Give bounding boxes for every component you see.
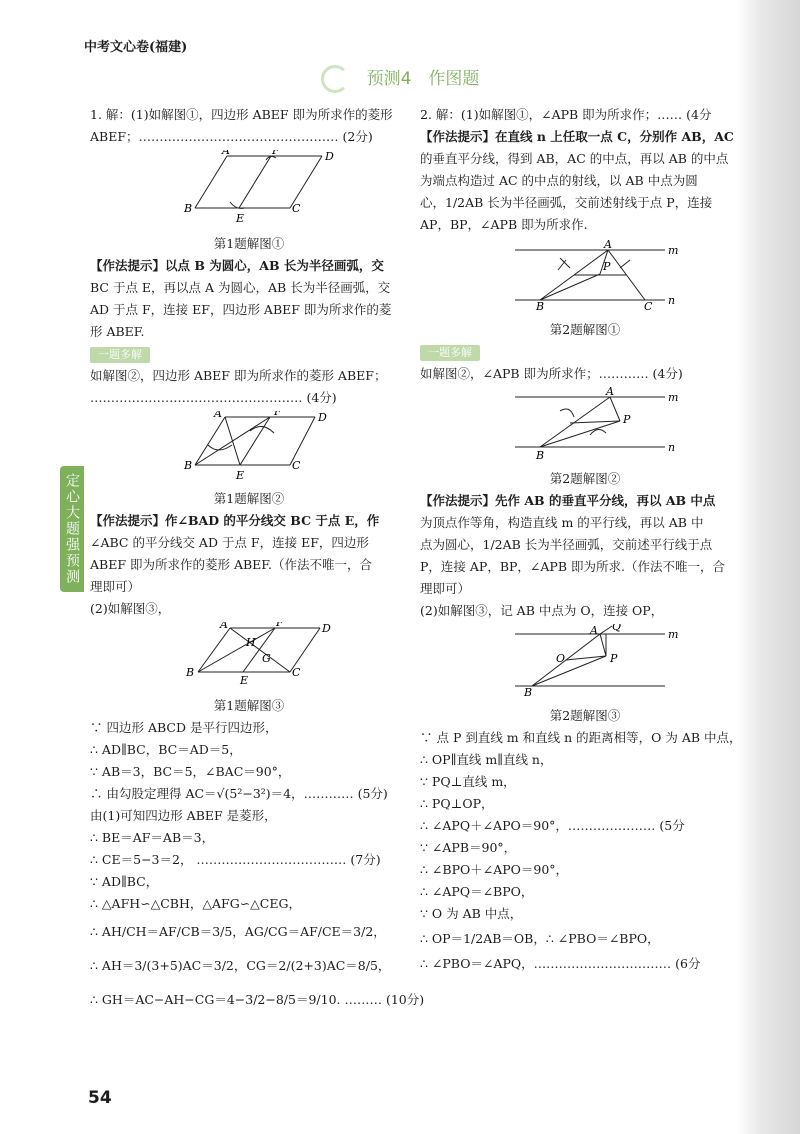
svg-text:m: m [668,391,679,404]
svg-text:P: P [623,413,631,426]
svg-text:n: n [668,441,676,454]
text-line: 如解图②，四边形 ABEF 即为所求作的菱形 ABEF； [90,368,387,383]
svg-text:F: F [276,622,284,629]
multi-solution-badge: 一题多解 [420,345,480,361]
svg-text:D: D [325,150,334,163]
text-line: P，连接 AP，BP，∠APB 即为所求.（作法不唯一，合 [420,559,725,574]
proof-line: ∵ AD∥BC， [90,874,159,889]
svg-text:B: B [524,686,533,698]
text-line: ABEF；………………………………………… (2分) [90,129,373,144]
proof-line: ∴ AH＝3/(3+5)AC＝3/2，CG＝2/(2+3)AC＝8/5， [90,958,391,973]
svg-text:P: P [610,652,618,665]
text-line: 为端点构造过 AC 的中点的射线，以 AB 中点为圆 [420,173,698,188]
text-line: 形 ABEF. [90,324,145,339]
figure-caption: 第1题解图③ [213,698,285,713]
svg-text:E: E [240,674,249,687]
proof-line: ∴ 由勾股定理得 AC＝√(5²−3²)＝4，………… (5分) [90,786,388,801]
proof-line: ∴ ∠BPO＋∠APO＝90°， [420,862,569,877]
side-tab: 定心大题强预测 [60,466,84,592]
svg-text:C: C [292,459,301,472]
figure-caption: 第1题解图① [213,236,285,251]
svg-text:B: B [184,202,193,215]
left-column [90,104,425,1017]
hint-line: 【作法提示】以点 B 为圆心，AB 长为半径画弧，交 [90,258,384,273]
hint-line: 【作法提示】先作 AB 的垂直平分线，再以 AB 中点 [420,493,716,508]
text-line: 2. 解：(1)如解图①，∠APB 即为所求作；…… (4分 [420,107,712,122]
rhombus-diagram-2 [90,411,408,481]
svg-text:B: B [184,459,193,472]
svg-text:B: B [536,300,545,312]
moon-icon [321,65,349,93]
text-line: 如解图②，∠APB 即为所求作；………… (4分) [420,366,683,381]
figure-caption: 第2题解图② [549,471,621,486]
angle-diagram-1 [420,238,750,312]
proof-line: ∴ AD∥BC，BC＝AD＝5， [90,742,242,757]
proof-line: ∴ ∠APQ＝∠BPO， [420,884,534,899]
rhombus-diagram-1 [90,150,408,226]
proof-line: ∴ ∠PBO＝∠APQ，…………………………… (6分 [420,956,701,971]
svg-text:C: C [292,666,301,679]
figure-1-2 [90,411,408,510]
multi-solution-badge: 一题多解 [90,347,150,363]
figure-2-2 [420,387,750,490]
proof-line: ∵ AB＝3，BC＝5，∠BAC＝90°， [90,764,291,779]
proof-line: ∵ O 为 AB 中点， [420,906,523,921]
svg-text:F: F [272,150,280,157]
proof-line: ∵ PQ⊥直线 m， [420,774,516,789]
proof-line: ∴ OP∥直线 m∥直线 n， [420,752,553,767]
proof-line: 由(1)可知四边形 ABEF 是菱形， [90,808,277,823]
section-title-text: 预测4 作图题 [366,69,480,89]
text-line: 为顶点作等角，构造直线 m 的平行线，再以 AB 中 [420,515,704,530]
svg-text:C: C [644,300,653,312]
page-number: 54 [88,1088,112,1108]
proof-line: ∴ △AFH∽△CBH，△AFG∽△CEG， [90,896,301,911]
svg-text:O: O [556,652,566,665]
svg-text:B: B [536,449,545,461]
proof-line: ∴ OP＝1/2AB＝OB，∴ ∠PBO＝∠BPO， [420,931,660,946]
proof-line: ∴ CE＝5−3＝2， ……………………………… (7分) [90,852,381,867]
svg-text:D: D [322,622,331,635]
book-header: 中考文心卷(福建) [84,40,188,55]
proof-line: ∴ ∠APQ＋∠APO＝90°，………………… (5分 [420,818,685,833]
text-line: AD 于点 F，连接 EF，四边形 ABEF 即为所求作的菱 [90,302,392,317]
svg-text:H: H [246,636,256,649]
text-line: 1. 解：(1)如解图①，四边形 ABEF 即为所求作的菱形 [90,107,393,122]
svg-text:A: A [604,238,612,251]
svg-text:A: A [220,622,228,631]
figure-1-1 [90,150,408,255]
svg-text:A: A [222,150,230,157]
figure-1-3 [90,622,408,717]
proof-line: ∵ 点 P 到直线 m 和直线 n 的距离相等，O 为 AB 中点， [420,730,742,745]
angle-diagram-3 [420,624,750,698]
angle-diagram-2 [420,387,750,461]
figure-2-1 [420,238,750,341]
svg-text:E: E [236,212,245,225]
svg-text:G: G [262,652,271,665]
svg-text:B: B [186,666,195,679]
text-line: 心，1/2AB 长为半径画弧，交前述射线于点 P，连接 [420,195,713,210]
proof-line: ∵ 四边形 ABCD 是平行四边形， [90,720,278,735]
text-line: 点为圆心，1/2AB 长为半径画弧，交前述平行线于点 [420,537,713,552]
proof-line: ∵ ∠APB＝90°， [420,840,517,855]
text-line: (2)如解图③， [90,601,171,616]
proof-line: ∴ GH＝AC−AH−CG＝4−3/2−8/5＝9/10. ……… (10分) [90,992,425,1007]
text-line: (2)如解图③，记 AB 中点为 O，连接 OP， [420,603,664,618]
svg-text:D: D [318,411,327,424]
svg-text:A: A [214,411,222,420]
hint-line: 【作法提示】作∠BAD 的平分线交 BC 于点 E，作 [90,513,380,528]
text-line: AP，BP，∠APB 即为所求作. [420,217,588,232]
figure-caption: 第2题解图① [549,322,621,337]
text-line: …………………………………………… (4分) [90,390,337,405]
proof-line: ∴ PQ⊥OP， [420,796,494,811]
svg-text:E: E [236,469,245,481]
figure-caption: 第1题解图② [213,491,285,506]
proof-line: ∴ BE＝AF＝AB＝3， [90,830,215,845]
svg-text:P: P [603,260,611,273]
svg-text:Q: Q [612,624,622,633]
figure-2-3 [420,624,750,727]
section-title [0,64,800,93]
svg-text:m: m [668,628,679,641]
svg-text:C: C [292,202,301,215]
text-line: ∠ABC 的平分线交 AD 于点 F，连接 EF，四边形 [90,535,369,550]
svg-text:n: n [668,294,676,307]
proof-line: ∴ AH/CH＝AF/CB＝3/5，AG/CG＝AF/CE＝3/2， [90,924,386,939]
text-line: 的垂直平分线，得到 AB，AC 的中点，再以 AB 的中点 [420,151,729,166]
svg-text:A: A [590,624,598,637]
svg-text:m: m [668,244,679,257]
hint-line: 【作法提示】在直线 n 上任取一点 C，分别作 AB，AC [420,129,734,144]
text-line: BC 于点 E，再以点 A 为圆心，AB 长为半径画弧，交 [90,280,391,295]
text-line: 理即可） [420,581,471,596]
text-line: 理即可） [90,579,141,594]
parallelogram-diagram-3 [90,622,408,688]
svg-text:F: F [274,411,282,418]
right-column [420,104,750,975]
svg-text:A: A [606,387,614,398]
figure-caption: 第2题解图③ [549,708,621,723]
text-line: ABEF 即为所求作的菱形 ABEF.（作法不唯一，合 [90,557,372,572]
